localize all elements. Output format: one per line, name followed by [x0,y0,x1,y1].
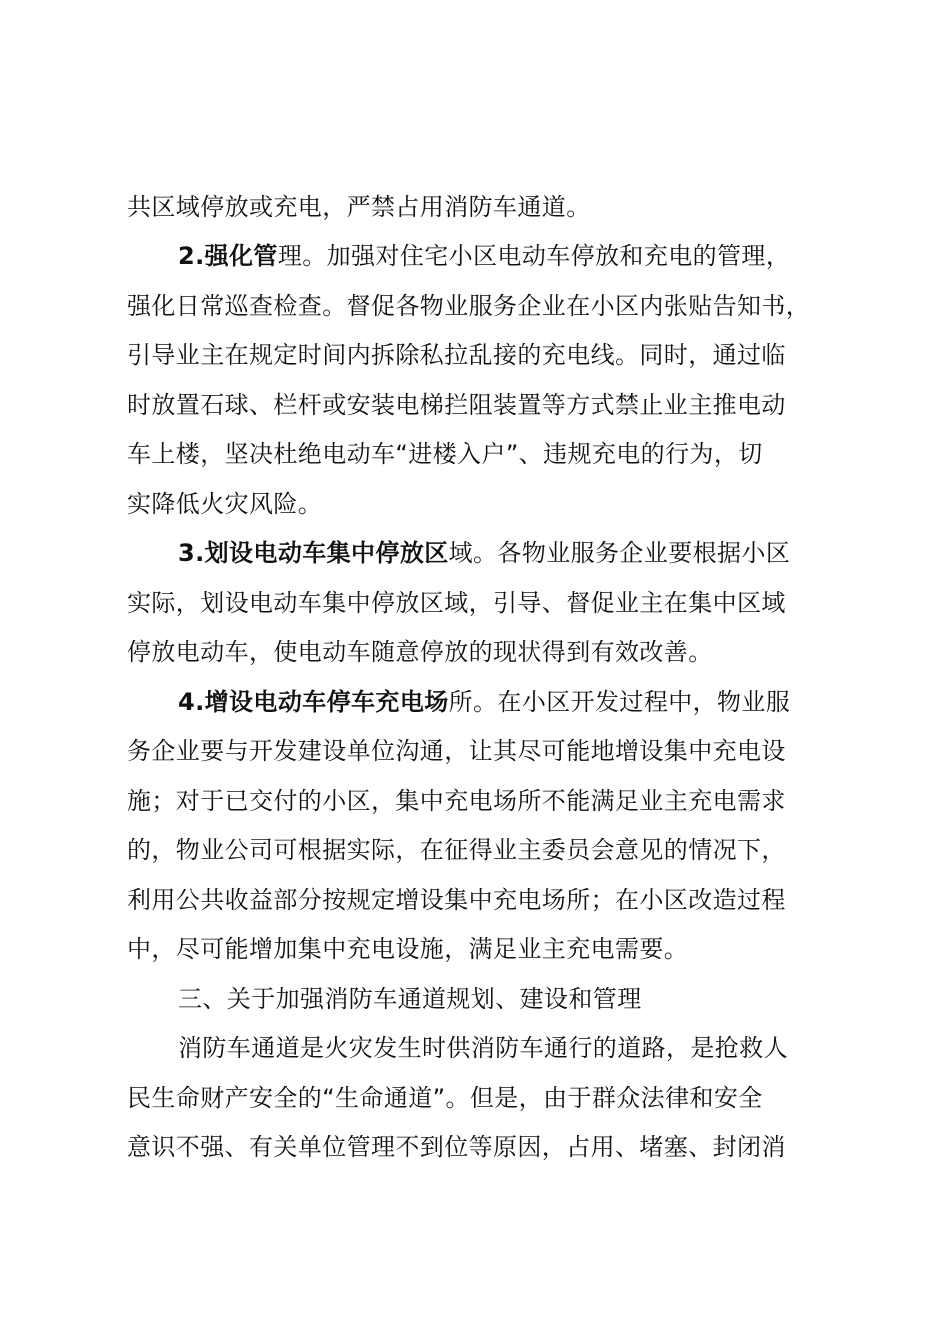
paragraph-line: 强化日常巡查检查。督促各物业服务企业在小区内张贴告知书， [127,292,811,320]
paragraph-line: 时放置石球、栏杆或安装电梯拦阻装置等方式禁止业主推电动 [127,391,786,419]
item-3-text: 域。各物业服务企业要根据小区 [448,539,791,567]
paragraph-line: 实际，划设电动车集中停放区域，引导、督促业主在集中区域 [127,589,786,617]
item-3-line [178,528,790,578]
paragraph-line: 民生命财产安全的“生命通道”。但是，由于群众法律和安全 [127,1084,763,1112]
paragraph-line: 引导业主在规定时间内拆除私拉乱接的充电线。同时，通过临 [127,341,786,369]
item-2-text: 理。加强对住宅小区电动车停放和充电的管理， [277,242,791,270]
item-4-text: 所。在小区开发过程中，物业服 [448,688,791,716]
paragraph-line: 施；对于已交付的小区，集中充电场所不能满足业主充电需求 [127,787,786,815]
paragraph-line: 意识不强、有关单位管理不到位等原因，占用、堵塞、封闭消 [127,1133,786,1161]
item-4-heading: 4.增设电动车停车充电场 [178,688,449,716]
paragraph-line: 务企业要与开发建设单位沟通，让其尽可能地增设集中充电设 [127,737,786,765]
paragraph-line: 实降低火灾风险。 [127,490,323,518]
paragraph-line: 车上楼，坚决杜绝电动车“进楼入户”、违规充电的行为，切 [127,440,763,468]
item-4-line [178,677,790,727]
item-2-line [178,231,790,281]
paragraph-line: 利用公共收益部分按规定增设集中充电场所；在小区改造过程 [127,886,786,914]
item-2-heading: 2.强化管 [178,242,278,270]
section-heading: 三、关于加强消防车通道规划、建设和管理 [178,985,642,1013]
paragraph-line: 的，物业公司可根据实际，在征得业主委员会意见的情况下， [127,836,786,864]
item-3-heading: 3.划设电动车集中停放区 [178,539,449,567]
paragraph-line: 共区域停放或充电，严禁占用消防车通道。 [127,193,591,221]
paragraph-line: 消防车通道是火灾发生时供消防车通行的道路，是抢救人 [178,1034,788,1062]
paragraph-line: 停放电动车，使电动车随意停放的现状得到有效改善。 [127,638,713,666]
paragraph-line: 中，尽可能增加集中充电设施，满足业主充电需要。 [127,935,689,963]
